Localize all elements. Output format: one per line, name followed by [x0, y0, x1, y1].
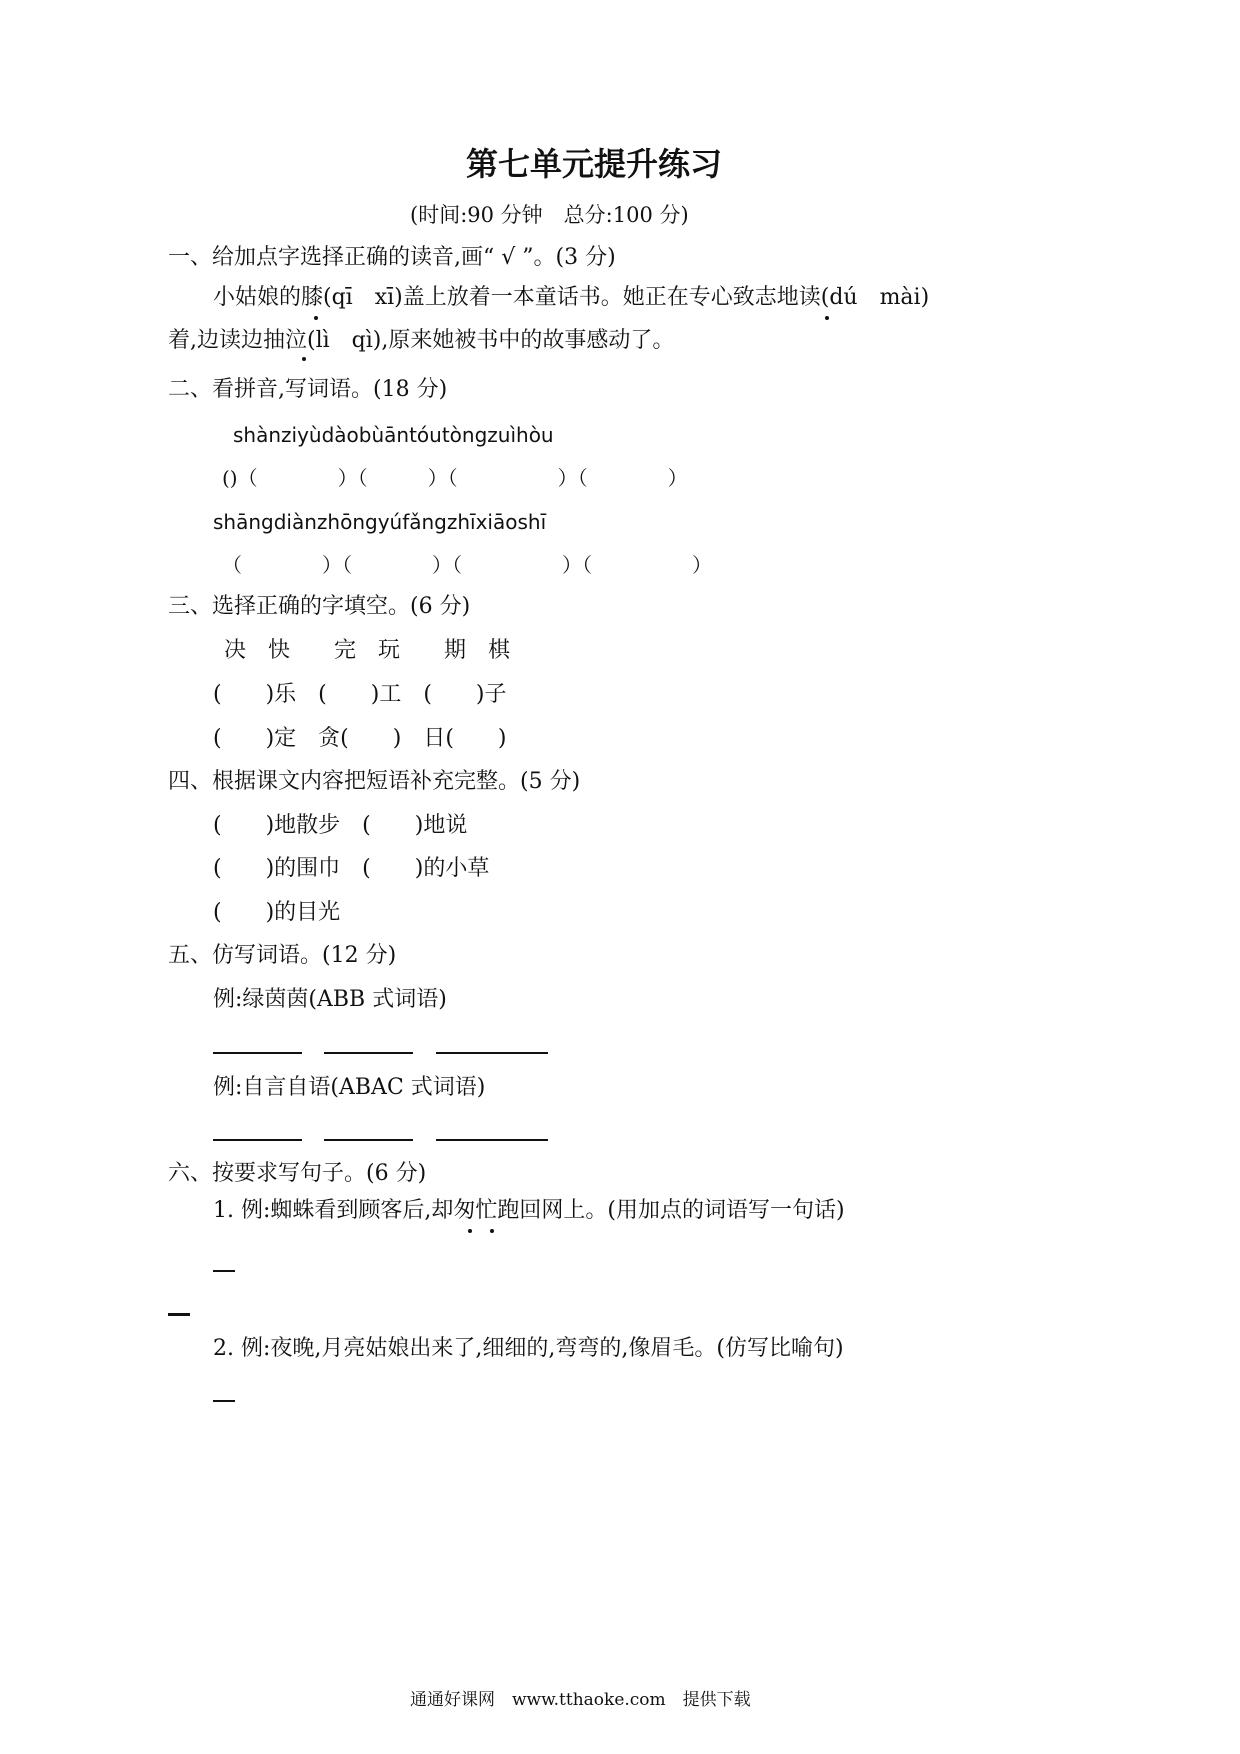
emphasis-dot-qi — [302, 357, 306, 361]
page-title: 第七单元提升练习 — [466, 145, 723, 183]
answer-line — [213, 1400, 235, 1402]
answer-line — [324, 1052, 413, 1054]
answer-line — [213, 1270, 235, 1272]
emphasis-dot-cong — [468, 1229, 472, 1233]
q2-blanks-row2: （ ）（ ）（ ）（ ） — [222, 553, 712, 577]
q3-heading: 三、选择正确的字填空。(6 分) — [168, 594, 471, 619]
answer-line — [213, 1052, 302, 1054]
footer-source: 通通好课网 www.tthaoke.com 提供下载 — [410, 1690, 751, 1710]
answer-line — [436, 1139, 548, 1141]
q5-heading: 五、仿写词语。(12 分) — [168, 943, 397, 968]
emphasis-dot-du — [825, 316, 829, 320]
q2-pinyin-row1: shànziyùdàobùāntóutòngzuìhòu — [233, 423, 554, 447]
emphasis-dot-xi — [314, 316, 318, 320]
q2-heading: 二、看拼音,写词语。(18 分) — [168, 377, 448, 402]
q1-sentence-line2: 着,边读边抽泣(lì qì),原来她被书中的故事感动了。 — [168, 328, 675, 353]
q1-heading: 一、给加点字选择正确的读音,画“ √ ”。(3 分) — [168, 245, 616, 270]
q3-char-options: 决 快 完 玩 期 棋 — [224, 638, 511, 663]
answer-line — [168, 1313, 190, 1316]
exam-info: (时间:90 分钟 总分:100 分) — [410, 203, 689, 227]
answer-line — [436, 1052, 548, 1054]
q3-fill-row1: ( )乐 ( )工 ( )子 — [213, 682, 507, 707]
answer-line — [324, 1139, 413, 1141]
answer-line — [213, 1139, 302, 1141]
q2-blanks-row1: ()（ ）（ ）（ ）（ ） — [222, 466, 688, 490]
q3-fill-row2: ( )定 贪( ) 日( ) — [213, 726, 507, 751]
q5-example-abac: 例:自言自语(ABAC 式词语) — [213, 1075, 486, 1100]
q6-item2: 2. 例:夜晚,月亮姑娘出来了,细细的,弯弯的,像眉毛。(仿写比喻句) — [213, 1336, 844, 1361]
q4-fill-row3: ( )的目光 — [213, 900, 341, 925]
q4-heading: 四、根据课文内容把短语补充完整。(5 分) — [168, 769, 581, 794]
q4-fill-row1: ( )地散步 ( )地说 — [213, 813, 468, 838]
q4-fill-row2: ( )的围巾 ( )的小草 — [213, 856, 490, 881]
q6-heading: 六、按要求写句子。(6 分) — [168, 1161, 427, 1186]
q1-sentence-line1: 小姑娘的膝(qī xī)盖上放着一本童话书。她正在专心致志地读(dú mài) — [213, 285, 930, 310]
q2-pinyin-row2: shāngdiànzhōngyúfǎngzhīxiāoshī — [213, 510, 547, 534]
q5-example-abb: 例:绿茵茵(ABB 式词语) — [213, 987, 447, 1012]
q6-item1: 1. 例:蜘蛛看到顾客后,却匆忙跑回网上。(用加点的词语写一句话) — [213, 1198, 845, 1223]
emphasis-dot-mang — [490, 1229, 494, 1233]
